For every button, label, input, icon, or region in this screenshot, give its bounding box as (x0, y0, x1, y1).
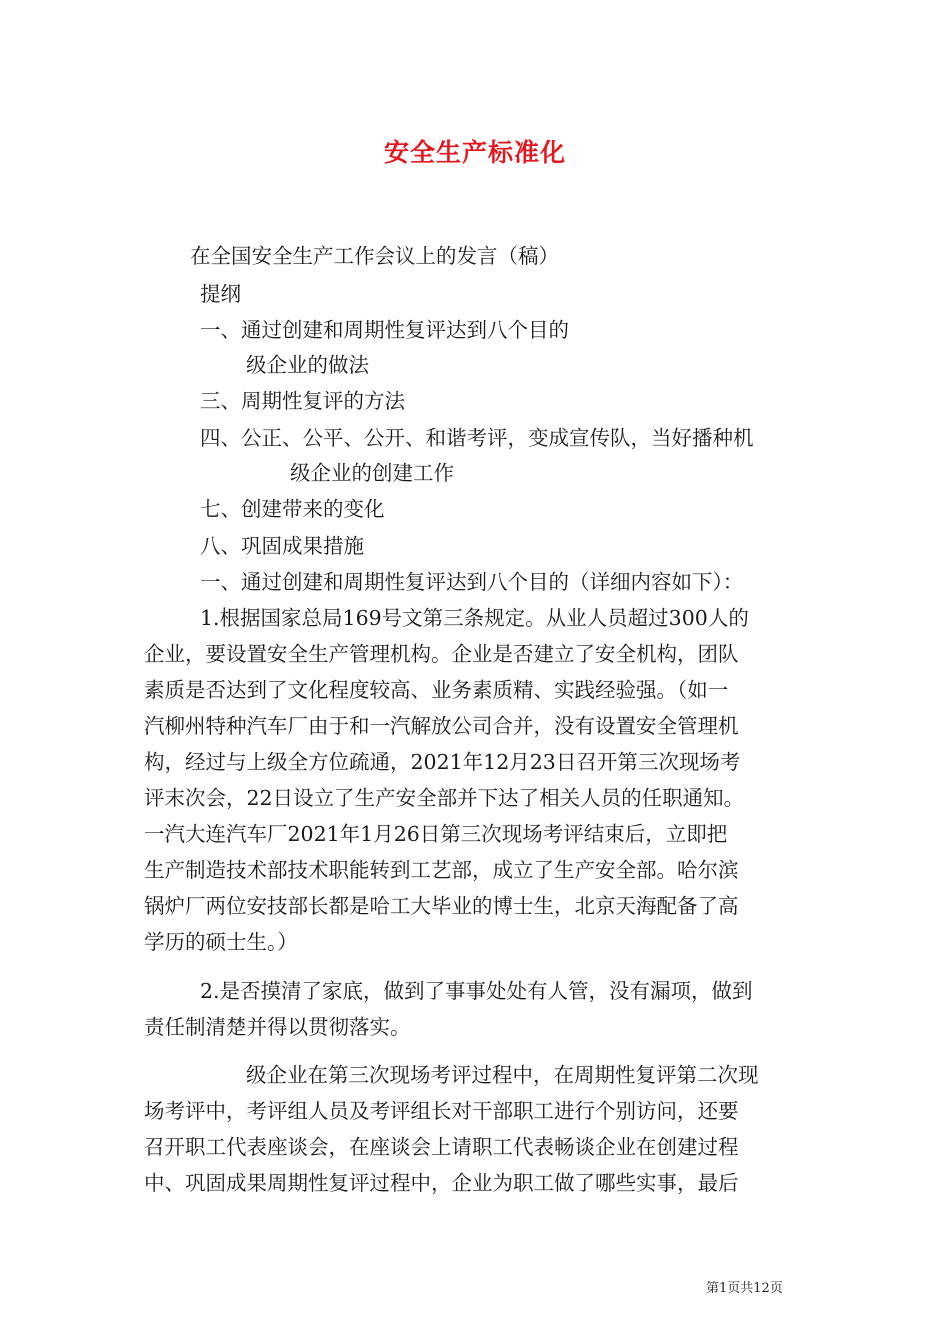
document-title: 安全生产标准化 (383, 138, 566, 167)
text-line: 场考评中，考评组人员及考评组长对干部职工进行个别访问，还要 (144, 1099, 739, 1123)
text-line: 在全国安全生产工作会议上的发言（稿） (190, 244, 559, 268)
text-line: 评末次会，22日设立了生产安全部并下达了相关人员的任职通知。 (144, 786, 745, 810)
text-line: 汽柳州特种汽车厂由于和一汽解放公司合并，没有设置安全管理机 (144, 714, 739, 738)
text-line: 2.是否摸清了家底，做到了事事处处有人管，没有漏项，做到 (200, 979, 753, 1003)
text-line: 级企业的做法 (246, 353, 369, 377)
text-line: 四、公正、公平、公开、和谐考评，变成宣传队，当好播种机 (200, 426, 754, 450)
text-line: 三、周期性复评的方法 (200, 389, 405, 413)
text-line: 召开职工代表座谈会，在座谈会上请职工代表畅谈企业在创建过程 (144, 1135, 739, 1159)
text-line: 级企业的创建工作 (290, 461, 454, 485)
text-line: 七、创建带来的变化 (200, 497, 385, 521)
text-line: 中、巩固成果周期性复评过程中，企业为职工做了哪些实事，最后 (144, 1171, 739, 1195)
text-line: 1.根据国家总局169号文第三条规定。从业人员超过300人的 (200, 606, 749, 630)
text-line: 提纲 (200, 282, 241, 306)
text-line: 学历的硕士生。） (144, 930, 298, 954)
text-line: 企业，要设置安全生产管理机构。企业是否建立了安全机构，团队 (144, 642, 739, 666)
text-line: 一、通过创建和周期性复评达到八个目的（详细内容如下）： (200, 570, 744, 594)
text-line: 素质是否达到了文化程度较高、业务素质精、实践经验强。（如一 (144, 678, 729, 702)
page-number: 第1页共12页 (706, 1281, 783, 1296)
text-line: 构，经过与上级全方位疏通，2021年12月23日召开第三次现场考 (144, 750, 741, 774)
text-line: 一、通过创建和周期性复评达到八个目的 (200, 318, 569, 342)
text-line: 生产制造技术部技术职能转到工艺部，成立了生产安全部。哈尔滨 (144, 858, 739, 882)
text-line: 八、巩固成果措施 (200, 534, 364, 558)
text-line: 锅炉厂两位安技部长都是哈工大毕业的博士生，北京天海配备了高 (144, 894, 739, 918)
text-line: 一汽大连汽车厂2021年1月26日第三次现场考评结束后，立即把 (144, 822, 728, 846)
text-line: 责任制清楚并得以贯彻落实。 (144, 1015, 411, 1039)
text-line: 级企业在第三次现场考评过程中，在周期性复评第二次现 (246, 1063, 759, 1087)
